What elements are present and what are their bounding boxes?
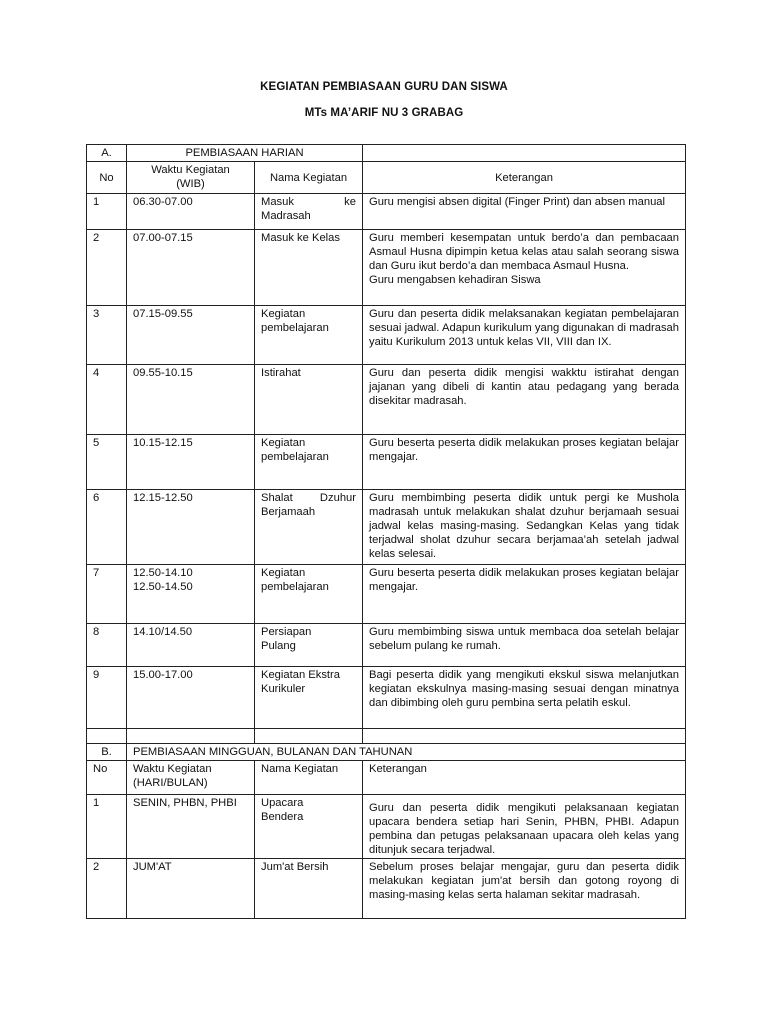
header-waktu-line2: (HARI/BULAN) bbox=[133, 777, 208, 789]
row-waktu: JUM'AT bbox=[127, 859, 255, 919]
row-waktu-line1: 12.50-14.10 bbox=[133, 567, 193, 579]
row-waktu bbox=[127, 565, 255, 624]
school-name: MTs MA’ARIF NU 3 GRABAG bbox=[304, 107, 464, 119]
row-nama-line2: pembelajaran bbox=[261, 581, 329, 593]
header-keterangan: Keterangan bbox=[363, 162, 686, 194]
section-b-heading-row bbox=[87, 744, 686, 761]
table-row bbox=[87, 667, 686, 729]
row-waktu-line2: 12.50-14.50 bbox=[133, 581, 193, 593]
empty-cell bbox=[363, 145, 686, 162]
table-row bbox=[87, 859, 686, 919]
header-nama: Nama Kegiatan bbox=[255, 761, 363, 795]
row-nama-line2: Pulang bbox=[261, 640, 296, 652]
row-keterangan-line1: Guru memberi kesempatan untuk berdo’a dan pembacaan Asmaul Husna dipimpin ketua kelas atau salah seorang siswa dan Guru ikut berdo’a dan membaca Asmaul Husna. bbox=[369, 232, 679, 272]
table-row bbox=[87, 365, 686, 435]
row-waktu: 09.55-10.15 bbox=[127, 365, 255, 435]
row-keterangan: Bagi peserta didik yang mengikuti ekskul siswa melanjutkan kegiatan ekskulnya masing-masing sesuai dengan minatnya dan dibimbing oleh guru pembina serta pelatih eskul. bbox=[363, 667, 686, 729]
section-b-column-headers bbox=[87, 761, 686, 795]
row-nama-line2: Madrasah bbox=[261, 210, 311, 222]
row-nama-line2: pembelajaran bbox=[261, 322, 329, 334]
table-row bbox=[87, 795, 686, 859]
row-no: 1 bbox=[87, 795, 127, 859]
header-waktu-line2: (WIB) bbox=[176, 178, 205, 190]
section-a-heading: PEMBIASAAN HARIAN bbox=[127, 145, 363, 162]
row-nama-line2: pembelajaran bbox=[261, 451, 329, 463]
row-nama-line2: Kurikuler bbox=[261, 683, 306, 695]
row-nama bbox=[255, 306, 363, 365]
table-row bbox=[87, 565, 686, 624]
row-keterangan: Guru beserta peserta didik melakukan proses kegiatan belajar mengajar. bbox=[363, 565, 686, 624]
row-nama-line1: Persiapan bbox=[261, 626, 312, 638]
row-waktu: 07.00-07.15 bbox=[127, 230, 255, 306]
table-row bbox=[87, 194, 686, 230]
row-waktu: SENIN, PHBN, PHBI bbox=[127, 795, 255, 859]
table-row bbox=[87, 230, 686, 306]
row-no: 1 bbox=[87, 194, 127, 230]
row-no: 2 bbox=[87, 859, 127, 919]
row-keterangan: Sebelum proses belajar mengajar, guru dan peserta didik melakukan kegiatan jum'at bersih dan gotong royong di masing-masing kelas serta halaman sekitar madrasah. bbox=[363, 859, 686, 919]
row-nama bbox=[255, 194, 363, 230]
header-no: No bbox=[87, 162, 127, 194]
row-no: 8 bbox=[87, 624, 127, 667]
row-keterangan-line2: Guru mengabsen kehadiran Siswa bbox=[369, 274, 541, 286]
row-keterangan: Guru dan peserta didik melaksanakan kegiatan pembelajaran sesuai jadwal. Adapun kurikulum yang digunakan di madrasah yaitu Kurikulum 2013 untuk kelas VII, VIII dan IX. bbox=[363, 306, 686, 365]
row-nama bbox=[255, 565, 363, 624]
row-waktu: 14.10/14.50 bbox=[127, 624, 255, 667]
row-waktu: 10.15-12.15 bbox=[127, 435, 255, 490]
header-keterangan: Keterangan bbox=[363, 761, 686, 795]
row-no: 5 bbox=[87, 435, 127, 490]
row-waktu: 12.15-12.50 bbox=[127, 490, 255, 565]
row-keterangan: Guru membimbing siswa untuk membaca doa setelah belajar sebelum pulang ke rumah. bbox=[363, 624, 686, 667]
activity-table bbox=[86, 144, 686, 919]
row-no: 2 bbox=[87, 230, 127, 306]
section-a-heading-row bbox=[87, 145, 686, 162]
row-nama: Masuk ke Kelas bbox=[255, 230, 363, 306]
row-nama bbox=[255, 667, 363, 729]
row-nama: Istirahat bbox=[255, 365, 363, 435]
row-waktu: 07.15-09.55 bbox=[127, 306, 255, 365]
empty-cell bbox=[127, 729, 255, 744]
row-nama-line1: Upacara bbox=[261, 797, 304, 809]
row-nama-line2: Berjamaah bbox=[261, 506, 316, 518]
empty-cell bbox=[363, 729, 686, 744]
row-keterangan: Guru beserta peserta didik melakukan proses kegiatan belajar mengajar. bbox=[363, 435, 686, 490]
row-nama-line1: Kegiatan bbox=[261, 567, 306, 579]
row-nama bbox=[255, 435, 363, 490]
table-row bbox=[87, 624, 686, 667]
row-nama-line1: Kegiatan bbox=[261, 308, 306, 320]
document-title: KEGIATAN PEMBIASAAN GURU DAN SISWA bbox=[260, 81, 508, 93]
header-waktu bbox=[127, 162, 255, 194]
row-waktu: 06.30-07.00 bbox=[127, 194, 255, 230]
table-row bbox=[87, 306, 686, 365]
row-nama bbox=[255, 624, 363, 667]
table-row bbox=[87, 490, 686, 565]
row-keterangan bbox=[363, 230, 686, 306]
header-waktu bbox=[127, 761, 255, 795]
row-no: 7 bbox=[87, 565, 127, 624]
row-nama bbox=[255, 795, 363, 859]
row-nama-line1: Kegiatan bbox=[261, 437, 306, 449]
section-b-heading: PEMBIASAAN MINGGUAN, BULANAN DAN TAHUNAN bbox=[127, 744, 686, 761]
row-nama bbox=[255, 490, 363, 565]
header-nama: Nama Kegiatan bbox=[255, 162, 363, 194]
row-nama-line1: Shalat Dzuhur bbox=[261, 492, 356, 504]
row-nama-line2: Bendera bbox=[261, 811, 304, 823]
header-waktu-line1: Waktu Kegiatan bbox=[133, 763, 212, 775]
row-nama-line1: Masuk ke bbox=[261, 196, 356, 208]
section-a-column-headers bbox=[87, 162, 686, 194]
row-keterangan: Guru dan peserta didik mengisi wakktu istirahat dengan jajanan yang dibeli di kantin atau pedagang yang berada disekitar madrasah. bbox=[363, 365, 686, 435]
row-keterangan: Guru mengisi absen digital (Finger Print) dan absen manual bbox=[363, 194, 686, 230]
row-nama: Jum'at Bersih bbox=[255, 859, 363, 919]
header-no: No bbox=[87, 761, 127, 795]
table-row bbox=[87, 435, 686, 490]
row-no: 9 bbox=[87, 667, 127, 729]
row-no: 6 bbox=[87, 490, 127, 565]
spacer-row bbox=[87, 729, 686, 744]
empty-cell bbox=[87, 729, 127, 744]
row-waktu: 15.00-17.00 bbox=[127, 667, 255, 729]
section-a-letter: A. bbox=[87, 145, 127, 162]
row-no: 3 bbox=[87, 306, 127, 365]
row-nama-line1: Kegiatan Ekstra bbox=[261, 669, 340, 681]
row-keterangan: Guru membimbing peserta didik untuk pergi ke Mushola madrasah untuk melakukan shalat dzuhur berjamaah sesuai jadwal kelas masing-masing. Sedangkan Kelas yang tidak terjadwal sholat dzuhur secara berjamaa’ah setelah jadwal kelas selesai. bbox=[363, 490, 686, 565]
section-b-letter: B. bbox=[87, 744, 127, 761]
empty-cell bbox=[255, 729, 363, 744]
header-waktu-line1: Waktu Kegiatan bbox=[151, 164, 230, 176]
row-no: 4 bbox=[87, 365, 127, 435]
row-keterangan: Guru dan peserta didik mengikuti pelaksanaan kegiatan upacara bendera setiap hari Senin, PHBN, PHBI. Adapun pembina dan petugas pelaksanaan upacara oleh kelas yang ditunjuk secara terjadwal. bbox=[363, 795, 686, 859]
